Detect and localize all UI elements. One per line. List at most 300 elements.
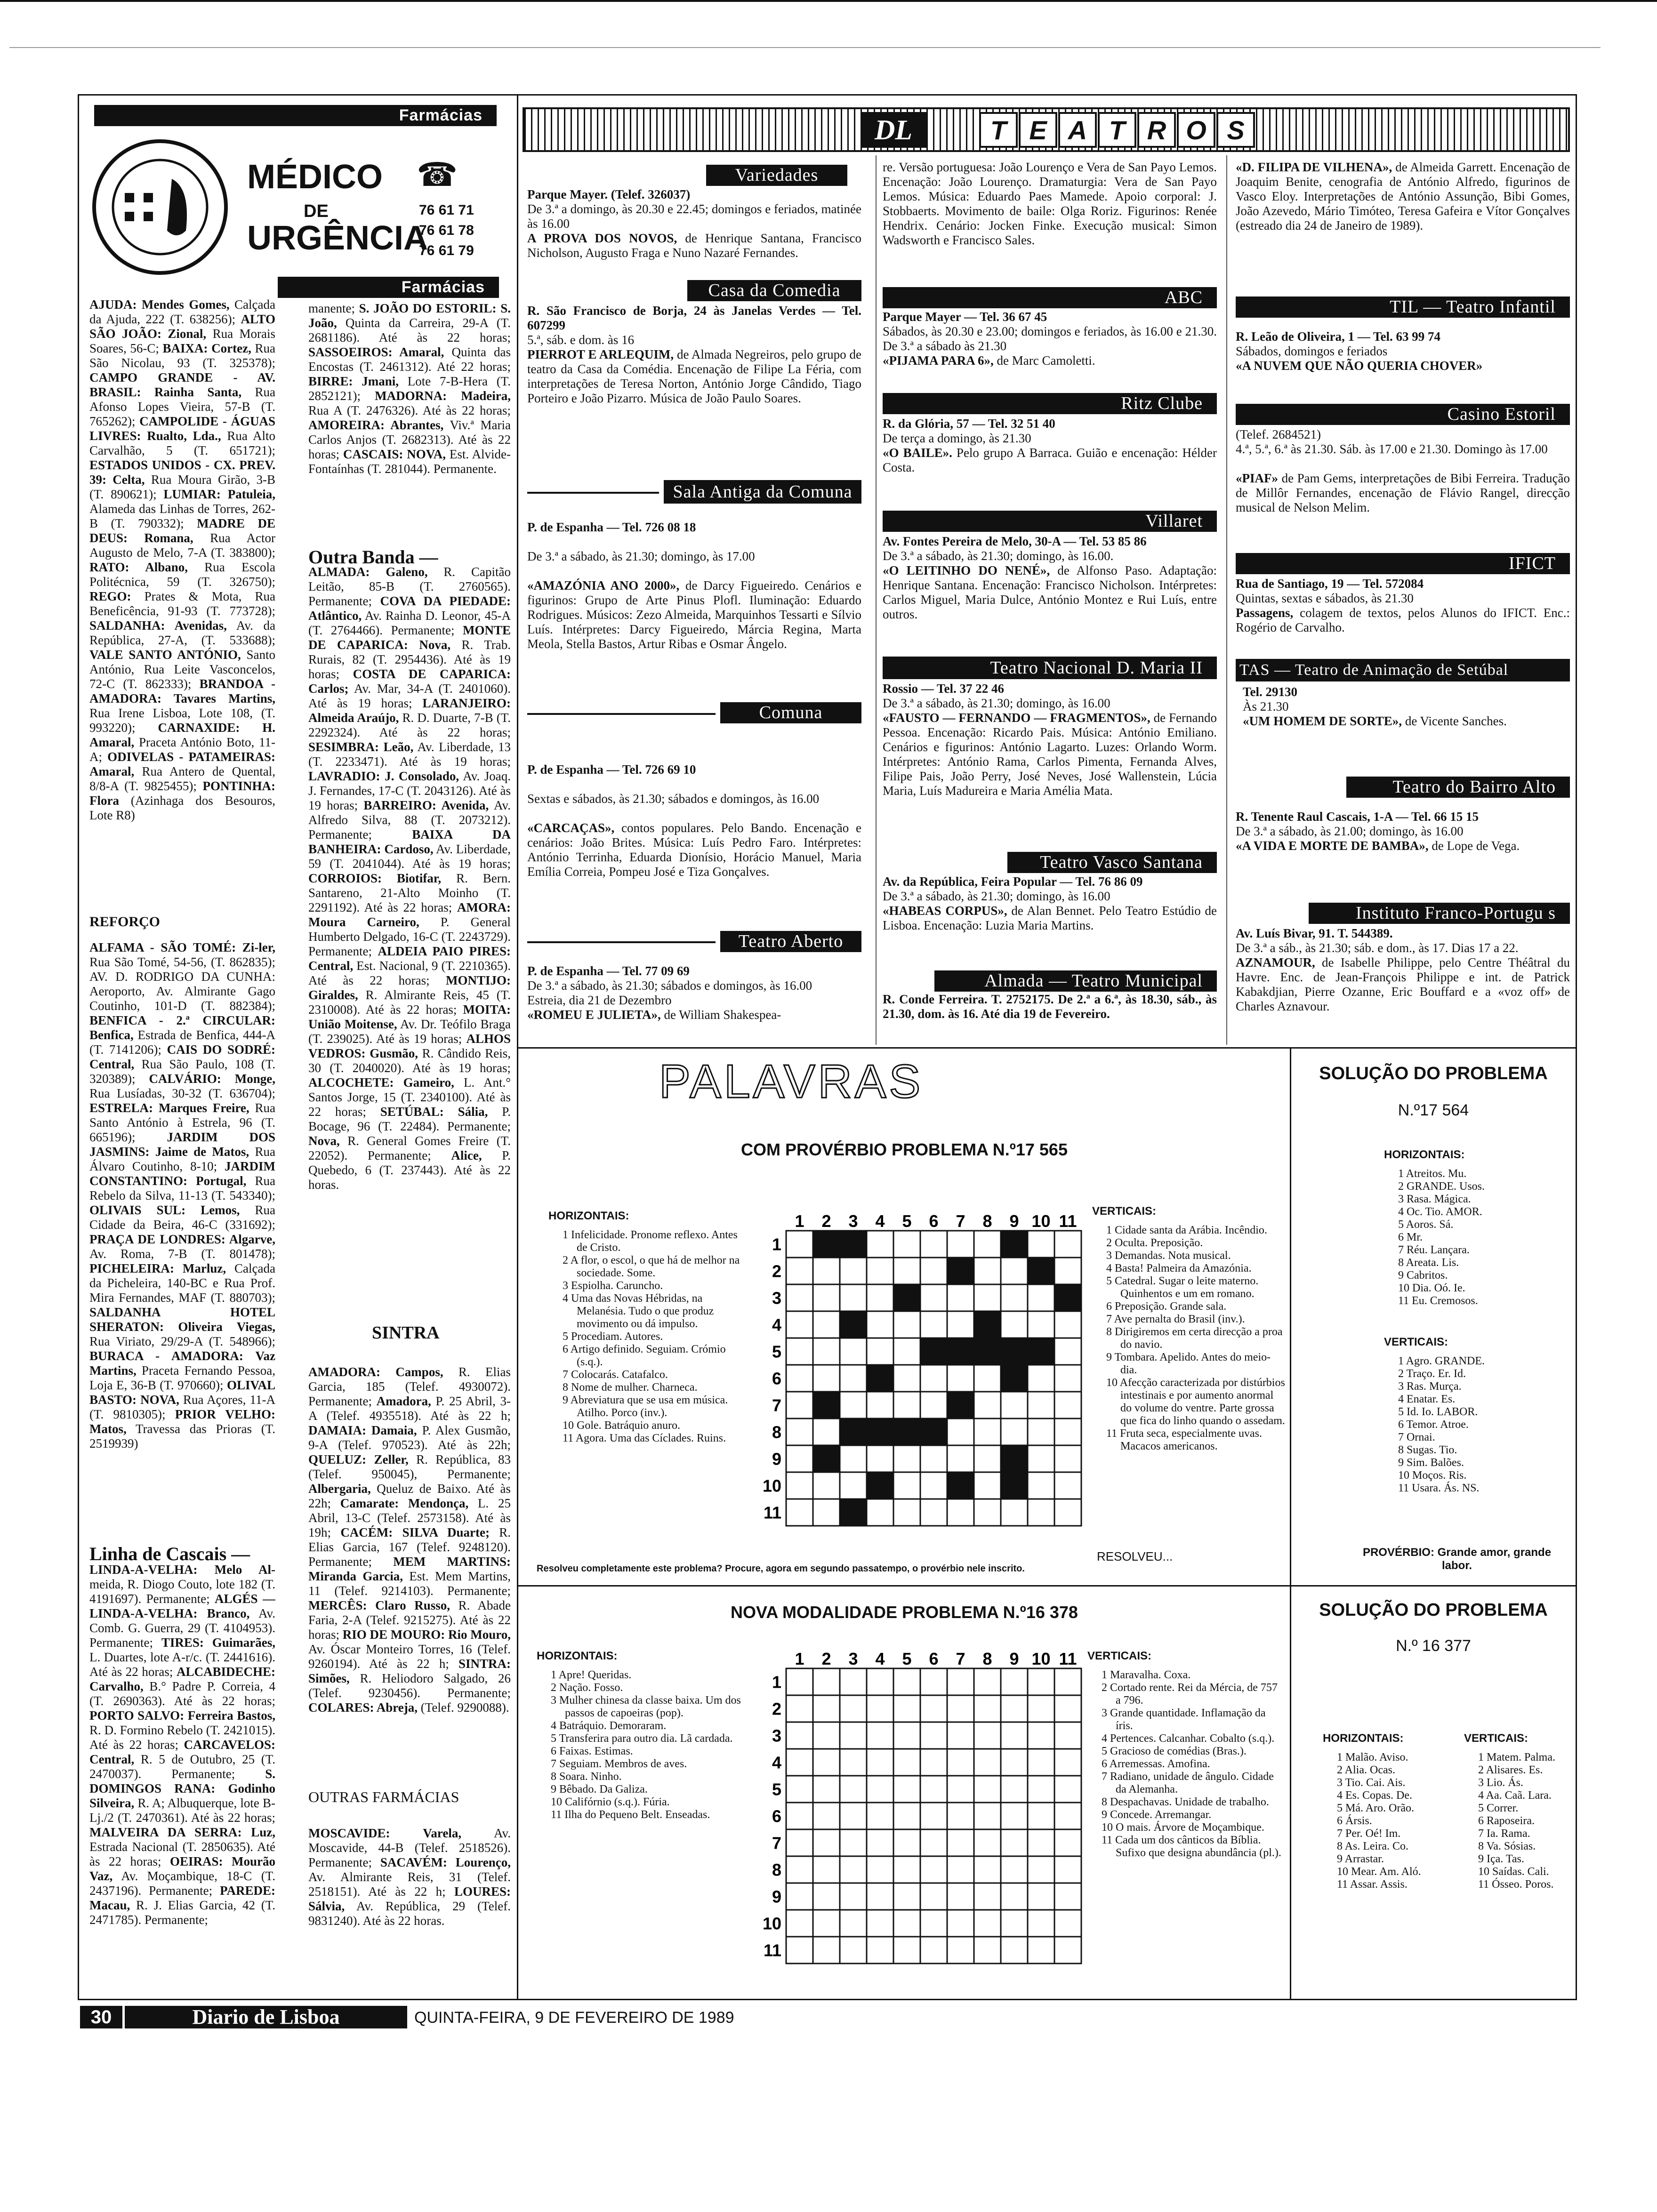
villaret-header: Villaret [883,511,1217,532]
grid-cell[interactable] [920,1937,947,1964]
clue-horizontal: 8 Nome de mulher. Charneca. [563,1381,698,1394]
grid-cell[interactable] [893,1311,920,1338]
grid-cell[interactable] [813,1776,840,1803]
grid-cell[interactable] [947,1231,974,1258]
grid-cell[interactable] [893,1883,920,1910]
grid-cell[interactable] [786,1472,813,1499]
solution1-title: SOLUÇÃO DO PROBLEMA [1319,1064,1548,1083]
grid-cell[interactable] [920,1311,947,1338]
grid-cell[interactable] [893,1499,920,1526]
grid-cell[interactable] [786,1284,813,1311]
grid-cell[interactable] [893,1937,920,1964]
grid-cell[interactable] [974,1668,1001,1695]
grid-column-number: 7 [956,1650,965,1668]
grid-cell[interactable] [1054,1829,1081,1856]
grid-cell[interactable] [974,1803,1001,1829]
infantil-header: TIL — Teatro Infantil [1236,297,1570,318]
grid-cell[interactable] [974,1365,1001,1392]
grid-cell[interactable] [893,1445,920,1472]
pharmacy-list-outra-banda: ALMADA: Galeno, R. Capitão Leitão, 85-B (T. 2760565). Permanente; COVA DA PIEDADE: Atlântico, Av. Rainha D. Leonor, 45-A (T. 2764466). Permanente; MONTE DE CAPARICA: Nova, R. Trab. Rurais, 82 (T. 2954436). Até às 19 horas; COSTA DE CAPARICA: Carlos; Av. Mar, 34-A (T. 2401060). Até às 19 horas; LARANJEIRO: Almeida Araújo, R. D. Duarte, 7-B (T. 2292324). Até às 22 horas; SESIMBRA: Leão, Av. Liberdade, 13 (T. 2233471). Até às 19 horas; LAVRADIO: J. Consolado, Av. Joaq. J. Fernandes, 17-C (T. 2043126). Até às 19 horas; BARREIRO: Avenida, Av. Alfredo Silva, 88 (T. 2073212). Permanente; BAIXA DA BANHEIRA: Cardoso, Av. Liberdade, 59 (T. 2041044). Até às 19 horas; CORROIOS: Biotifar, R. Bern. Santareno, 21-Alto Moinho (T. 2291192). Até às 22 horas; AMORA: Moura Carneiro, P. General Humberto Delgado, 16-C (T. 2243729). Permanente; ALDEIA PAIO PIRES: Central, Est. Nacional, 9 (T. 2210365). Até às 22 horas; MONTIJO: Giraldes, R. Almirante Reis, 45 (T. 2310008). Até às 22 horas; MOITA: União Moitense, Av. Dr. Teófilo Braga (T. 239025). Até às 19 horas; ALHOS VEDROS: Gusmão, R. Cândido Reis, 30 (T. 2040020). Até às 19 horas; ALCOCHETE: Gameiro, L. Ant.° Santos Jorge, 15 (T. 2340100). Até às 22 horas; SETÚBAL: Sália, P. Bocage, 96 (T. 22484). Permanente; Nova, R. General Gomes Freire (T. 22052). Permanente; Alice, P. Quebedo, 6 (T. 237443). Até às 22 horas. [308,565,511,1192]
ritz-listing: R. da Glória, 57 — Tel. 32 51 40 De terça a domingo, às 21.30 «O BAILE». Pelo grupo A Barraca. Guião e encenação: Hélder Costa. [883,417,1217,474]
grid-cell-black [947,1472,974,1499]
grid-cell[interactable] [947,1910,974,1937]
grid-cell[interactable] [867,1776,893,1803]
grid-cell[interactable] [893,1258,920,1284]
grid-cell[interactable] [813,1856,840,1883]
grid-cell[interactable] [1028,1284,1054,1311]
grid-cell-black [813,1445,840,1472]
crossword-grid-1[interactable] [758,1212,1083,1558]
grid-column-number: 5 [902,1650,912,1668]
grid-cell[interactable] [947,1445,974,1472]
grid-cell[interactable] [1028,1472,1054,1499]
grid-cell[interactable] [786,1803,813,1829]
grid-cell[interactable] [1028,1445,1054,1472]
grid-cell[interactable] [813,1829,840,1856]
grid-cell[interactable] [786,1311,813,1338]
grid-cell[interactable] [840,1284,867,1311]
solution-horizontal: 2 Alia. Ocas. [1337,1764,1395,1776]
solution-horizontal: 9 Cabritos. [1398,1269,1448,1282]
grid-cell[interactable] [1001,1776,1028,1803]
grid-cell[interactable] [920,1722,947,1749]
grid-cell[interactable] [1028,1695,1054,1722]
solution-vertical: 6 Temor. Atroe. [1398,1419,1469,1431]
solution2-horizontal: HORIZONTAIS: 1 Malão. Aviso. 2 Alia. Ocas. 3 Tio. Cai. Ais. 4 Es. Copas. De. 5 Má. Aro. Orão. 6 Ársis. 7 Per. Oé! Im. 8 As. Leira. Co. 9 Arrastar. 10 Mear. Am. Aló. 11 Assar. Assis. [1323,1732,1445,1944]
grid-cell[interactable] [840,1365,867,1392]
grid-cell[interactable] [920,1776,947,1803]
romeu-continued: re. Versão portuguesa: João Lourenço e Vera de San Payo Lemos. Encenação: João Lourenço. Dramaturgia: Vera de San Payo Lemos. Música: Eduardo Paes Mamede. Apoio corporal: J. Stobbaerts. Movimento de baile: Olga Roriz. Figurinos: Renée Hendrix. Cenário: Jocken Finke. Execução musical: Simon Wadsworth e Francisco Sales. [883,160,1217,247]
grid-cell[interactable] [867,1749,893,1776]
grid-cell[interactable] [840,1338,867,1365]
grid-cell[interactable] [840,1776,867,1803]
grid-cell[interactable] [786,1910,813,1937]
grid-cell[interactable] [840,1258,867,1284]
grid-cell[interactable] [786,1856,813,1883]
ritz-header: Ritz Clube [883,393,1217,414]
puzzle2-horizontal-clues: HORIZONTAIS: 1 Apre! Queridas. 2 Nação. Fosso. 3 Mulher chinesa da classe baixa. Um dos passos de capoeiras (pop). 4 Batráquio. Demoraram. 5 Transferira para outro dia. Lã cardada. 6 Faixas. Estimas. 7 Seguiam. Membros de aves. 8 Soara. Ninho. 9 Bêbado. Da Galiza. 10 Califórnio (s.q.). Fúria. 11 Ilha do Pequeno Belt. Enseadas. [537,1650,744,1988]
grid-cell[interactable] [893,1365,920,1392]
grid-cell[interactable] [974,1776,1001,1803]
grid-cell[interactable] [786,1338,813,1365]
clue-vertical: 4 Pertences. Calcanhar. Cobalto (s.q.). [1102,1732,1275,1745]
grid-cell[interactable] [974,1722,1001,1749]
solution-horizontal: 5 Aoros. Sá. [1398,1218,1454,1231]
grid-cell[interactable] [974,1392,1001,1419]
grid-cell[interactable] [1028,1883,1054,1910]
solution-vertical: 2 Traço. Er. Id. [1398,1368,1466,1380]
grid-cell[interactable] [1054,1749,1081,1776]
solution-vertical: 5 Correr. [1478,1802,1519,1814]
reforco-heading: REFORÇO [89,914,160,930]
grid-cell[interactable] [813,1419,840,1445]
grid-cell[interactable] [1054,1856,1081,1883]
grid-cell[interactable] [813,1749,840,1776]
grid-cell[interactable] [974,1856,1001,1883]
grid-cell[interactable] [920,1472,947,1499]
grid-column-number: 5 [902,1212,912,1231]
grid-cell[interactable] [1054,1937,1081,1964]
grid-cell[interactable] [947,1856,974,1883]
grid-cell[interactable] [920,1445,947,1472]
grid-cell[interactable] [840,1392,867,1419]
grid-cell[interactable] [867,1258,893,1284]
grid-cell[interactable] [947,1668,974,1695]
grid-column-number: 11 [1059,1650,1077,1668]
grid-cell[interactable] [1054,1311,1081,1338]
grid-cell[interactable] [840,1722,867,1749]
grid-cell[interactable] [1054,1668,1081,1695]
grid-cell[interactable] [974,1419,1001,1445]
solution-vertical: 1 Matem. Palma. [1478,1751,1555,1763]
grid-cell[interactable] [1028,1856,1054,1883]
grid-cell[interactable] [1028,1365,1054,1392]
grid-cell[interactable] [840,1695,867,1722]
pharmacy-list-cascais: LINDA-A-VELHA: Melo Al- meida, R. Diogo Couto, lote 182 (T. 4191697). Permanente; ALGÉS — LINDA-A-VELHA: Branco, Av. Comb. G. Guerra, 29 (T. 4104953). Permanente; TIRES: Guimarães, L. Duartes, lote A-r/c. (T. 2441616). Até às 22 horas; ALCABIDECHE: Carvalho, B.° Padre P. Correia, 4 (T. 2690363). Até às 22 horas; PORTO SALVO: Ferreira Bastos, R. D. Formino Rebelo (T. 2421015). Até às 22 horas; CARCAVELOS: Central, R. 5 de Outubro, 25 (T. 2470037). Permanente; S. DOMINGOS RANA: Godinho Silveira, R. A; Albuquerque, lote B-Lj./2 (T. 2470361). Até às 22 horas; MALVEIRA DA SERRA: Luz, Estrada Nacional (T. 2850635). Até às 22 horas; OEIRAS: Mourão Vaz, Av. Moçambique, 18-C (T. 2437196). Permanente; PAREDE: Macau, R. J. Elias Garcia, 42 (T. 2471785). Permanente; [89,1563,275,1927]
grid-cell[interactable] [1001,1311,1028,1338]
grid-cell[interactable] [1001,1284,1028,1311]
infantil-listing: R. Leão de Oliveira, 1 — Tel. 63 99 74 Sábados, domingos e feriados «A NUVEM QUE NÃO QUERIA CHOVER» [1236,329,1483,373]
solution-horizontal: 8 Areata. Lis. [1398,1257,1459,1269]
grid-cell[interactable] [947,1937,974,1964]
grid-cell[interactable] [893,1695,920,1722]
grid-cell[interactable] [786,1445,813,1472]
grid-column-number: 1 [795,1650,804,1668]
solution-horizontal: 10 Dia. Oó. Ie. [1398,1282,1465,1294]
solution-vertical: 11 Usara. Ás. NS. [1398,1482,1480,1494]
grid-cell[interactable] [813,1695,840,1722]
grid-cell[interactable] [840,1856,867,1883]
solution-horizontal: 7 Réu. Lançara. [1398,1244,1470,1256]
solution-vertical: 4 Aa. Caã. Lara. [1478,1789,1552,1802]
grid-cell[interactable] [947,1365,974,1392]
grid-cell[interactable] [867,1722,893,1749]
grid-cell[interactable] [786,1668,813,1695]
grid-cell[interactable] [1001,1419,1028,1445]
grid-column-number: 10 [1031,1650,1051,1668]
grid-cell[interactable] [867,1803,893,1829]
grid-cell[interactable] [867,1311,893,1338]
pharmacy-list-estoril: manente; S. JOÃO DO ESTORIL: S. João, Quinta da Carreira, 29-A (T. 2681186). Até às 22 horas; SASSOEIROS: Amaral, Quinta das Encostas (T. 2461312). Até 22 horas; BIRRE: Jmani, Lote 7-B-Hera (T. 2852121); MADORNA: Madeira, Rua A (T. 2476326). Até às 22 horas; AMOREIRA: Abrantes, Viv.ª Maria Carlos Anjos (T. 2682313). Até às 22 horas; CASCAIS: NOVA, Est. Alvide-Fontaínhas (T. 281044). Permanente. [308,301,511,476]
grid-cell[interactable] [867,1856,893,1883]
grid-cell[interactable] [1028,1910,1054,1937]
grid-cell[interactable] [974,1499,1001,1526]
grid-cell[interactable] [947,1284,974,1311]
grid-cell[interactable] [813,1722,840,1749]
grid-cell[interactable] [867,1883,893,1910]
grid-cell[interactable] [813,1803,840,1829]
grid-cell[interactable] [893,1776,920,1803]
grid-cell[interactable] [920,1803,947,1829]
solution-vertical: 6 Raposeira. [1478,1815,1535,1827]
grid-row-number: 4 [772,1315,781,1335]
urgencia-box [87,132,511,282]
clue-vertical: 11 Fruta seca, especialmente uvas. Macacos americanos. [1106,1427,1262,1452]
grid-cell[interactable] [813,1258,840,1284]
grid-cell[interactable] [1001,1910,1028,1937]
grid-cell[interactable] [840,1445,867,1472]
grid-cell[interactable] [813,1883,840,1910]
grid-cell[interactable] [1001,1749,1028,1776]
almada-header: Almada — Teatro Municipal [934,970,1217,992]
clue-vertical: 5 Catedral. Sugar o leite materno. Quinhentos e um em romano. [1106,1275,1259,1300]
grid-cell[interactable] [1001,1392,1028,1419]
grid-cell[interactable] [1028,1668,1054,1695]
grid-row-number: 3 [772,1288,781,1308]
grid-row-number: 8 [772,1860,781,1880]
grid-cell[interactable] [840,1910,867,1937]
grid-cell[interactable] [920,1883,947,1910]
grid-cell[interactable] [893,1856,920,1883]
grid-cell[interactable] [840,1668,867,1695]
grid-cell[interactable] [920,1749,947,1776]
grid-cell[interactable] [893,1231,920,1258]
grid-cell[interactable] [1054,1910,1081,1937]
grid-cell[interactable] [1001,1722,1028,1749]
grid-cell[interactable] [786,1722,813,1749]
grid-cell[interactable] [1028,1803,1054,1829]
grid-row-number: 9 [772,1449,781,1469]
grid-cell[interactable] [1028,1749,1054,1776]
puzzle2-vertical-clues: VERTICAIS: 1 Maravalha. Coxa. 2 Cortado rente. Rei da Mércia, de 757 a 796. 3 Grande quantidade. Inflamação da íris. 4 Pertences. Calcanhar. Cobalto (s.q.). 5 Gracioso de comédias (Bras.). 6 Arremessas. Amofina. 7 Radiano, unidade de ângulo. Cidade da Alemanha. 8 Despachavas. Unidade de trabalho. 9 Concede. Arremangar. 10 O mais. Árvore de Moçambique. 11 Cada um dos cânticos da Bíblia. Sufixo que designa abundância (pl.). [1087,1650,1285,1998]
grid-cell[interactable] [920,1499,947,1526]
grid-cell[interactable] [786,1695,813,1722]
grid-cell[interactable] [813,1338,840,1365]
grid-cell[interactable] [920,1392,947,1419]
grid-cell[interactable] [974,1910,1001,1937]
solution-horizontal: 11 Eu. Cremosos. [1398,1295,1478,1307]
solution-vertical: 3 Lio. Ás. [1478,1777,1523,1789]
grid-cell[interactable] [867,1445,893,1472]
grid-cell[interactable] [786,1749,813,1776]
grid-cell[interactable] [947,1311,974,1338]
grid-row-number: 7 [772,1833,781,1853]
grid-row-number: 7 [772,1395,781,1415]
crossword-grid-2[interactable] [758,1650,1083,1996]
grid-cell[interactable] [893,1749,920,1776]
grid-cell[interactable] [1001,1695,1028,1722]
grid-cell[interactable] [786,1231,813,1258]
grid-cell[interactable] [867,1695,893,1722]
grid-cell[interactable] [840,1472,867,1499]
clue-horizontal: 11 Ilha do Pequeno Belt. Enseadas. [551,1809,710,1821]
grid-row-number: 1 [772,1234,781,1254]
grid-cell[interactable] [974,1472,1001,1499]
casa-comedia-listing: R. São Francisco de Borja, 24 às Janelas Verdes — Tel. 607299 5.ª, sáb. e dom. às 16 PIERROT E ARLEQUIM, de Almada Negreiros, pelo grupo de teatro da Casa da Comédia. Encenação de Filipe La Féria, com interpretações de Teresa Norton, António Jorge Cândido, Tiago Porteiro e João Pizarro. Música de João Paulo Soares. [527,304,861,405]
grid-cell[interactable] [920,1668,947,1695]
grid-cell[interactable] [893,1472,920,1499]
de-label: DE [304,201,329,221]
grid-cell[interactable] [1054,1231,1081,1258]
grid-cell[interactable] [893,1803,920,1829]
grid-cell[interactable] [947,1803,974,1829]
grid-cell[interactable] [893,1338,920,1365]
grid-cell[interactable] [1028,1419,1054,1445]
grid-cell[interactable] [786,1937,813,1964]
grid-cell[interactable] [974,1695,1001,1722]
grid-cell[interactable] [974,1749,1001,1776]
solution-vertical: 5 Id. Io. LABOR. [1398,1406,1478,1418]
grid-cell-black [813,1392,840,1419]
grid-cell[interactable] [1028,1231,1054,1258]
grid-cell[interactable] [786,1829,813,1856]
grid-cell[interactable] [920,1284,947,1311]
grid-cell[interactable] [974,1829,1001,1856]
grid-column-number: 6 [929,1650,939,1668]
grid-cell[interactable] [840,1829,867,1856]
dmaria-listing: Rossio — Tel. 37 22 46 De 3.ª a sábado, às 21.30; domingo, às 16.00 «FAUSTO — FERNANDO — FRAGMENTOS», de Fernando Pessoa. Encenação: Ricardo Pais. Música: António Emiliano. Cenários e figurinos: António Lagarto. Luzes: Orlando Worm. Intérpretes: António Rama, Carlos Pimenta, Fernanda Alves, Filipe Pais, João Perry, José Neves, José Wallenstein, Lúcia Maria, Luís Madureira e Maria Amélia Mata. [883,681,1217,798]
grid-cell[interactable] [893,1668,920,1695]
grid-cell-black [893,1419,920,1445]
grid-cell[interactable] [947,1695,974,1722]
grid-cell[interactable] [893,1392,920,1419]
grid-cell[interactable] [1054,1338,1081,1365]
grid-cell[interactable] [974,1937,1001,1964]
grid-cell-black [947,1392,974,1419]
grid-cell[interactable] [1001,1883,1028,1910]
clue-vertical: 3 Grande quantidade. Inflamação da íris. [1102,1707,1266,1732]
grid-cell[interactable] [1001,1258,1028,1284]
grid-column-number: 8 [982,1212,992,1231]
grid-cell[interactable] [1054,1776,1081,1803]
grid-cell[interactable] [920,1231,947,1258]
grid-cell[interactable] [867,1231,893,1258]
grid-cell[interactable] [1054,1258,1081,1284]
teatros-letter: T [979,112,1018,148]
grid-cell[interactable] [1001,1668,1028,1695]
grid-cell-black [974,1311,1001,1338]
pharmacy-list-lisboa: AJUDA: Mendes Gomes, Calçada da Ajuda, 222 (T. 638256); ALTO SÃO JOÃO: Zional, Rua Morais Soares, 56-C; BAIXA: Cortez, Rua São Nicolau, 93 (T. 325378); CAMPO GRANDE - AV. BRASIL: Rainha Santa, Rua Afonso Lopes Vieira, 57-B (T. 765262); CAMPOLIDE - ÁGUAS LIVRES: Rualto, Lda., Rua Alto Carvalhão, 5 (T. 651721); ESTADOS UNIDOS - CX. PREV. 39: Celta, Rua Moura Girão, 3-B (T. 890621); LUMIAR: Patuleia, Alameda das Linhas de Torres, 262-B (T. 790332); MADRE DE DEUS: Romana, Rua Actor Augusto de Melo, 7-A (T. 383800); RATO: Albano, Rua Escola Politécnica, 59 (T. 326750); REGO: Prates & Mota, Rua Beneficência, 91-93 (T. 773728); SALDANHA: Avenidas, Av. da República, 27-A, (T. 533688); VALE SANTO ANTÓNIO, Santo António, Rua Leite Vasconcelos, 72-C (T. 862333); BRANDOA - AMADORA: Tavares Martins, Rua Irene Lisboa, Lote 108, (T. 993220); CARNAXIDE: H. Amaral, Praceta António Boto, 11-A; ODIVELAS - PATAMEIRAS: Amaral, Rua Antero de Quental, 8/8-A (T. 9825455); PONTINHA: Flora (Azinhaga dos Besouros, Lote R8) [89,297,275,822]
grid-cell[interactable] [1054,1499,1081,1526]
grid-cell[interactable] [786,1499,813,1526]
grid-cell[interactable] [813,1284,840,1311]
grid-cell[interactable] [867,1338,893,1365]
phone-icon: ☎ [417,157,458,193]
grid-cell[interactable] [947,1722,974,1749]
grid-cell[interactable] [840,1749,867,1776]
grid-cell[interactable] [840,1803,867,1829]
grid-cell[interactable] [1028,1722,1054,1749]
grid-cell[interactable] [947,1499,974,1526]
grid-cell[interactable] [1001,1937,1028,1964]
grid-cell[interactable] [947,1829,974,1856]
grid-cell[interactable] [786,1258,813,1284]
grid-cell[interactable] [786,1419,813,1445]
grid-cell-black [1001,1472,1028,1499]
grid-cell[interactable] [920,1258,947,1284]
grid-cell[interactable] [813,1472,840,1499]
solution1-horizontal: HORIZONTAIS: 1 Atreitos. Mu. 2 GRANDE. Usos. 3 Rasa. Mágica. 4 Oc. Tio. AMOR. 5 Aoros. Sá. 6 Mr. 7 Réu. Lançara. 8 Areata. Lis. 9 Cabritos. 10 Dia. Oó. Ie. 11 Eu. Cremosos. [1384,1148,1572,1346]
solution-horizontal: 4 Oc. Tio. AMOR. [1398,1206,1482,1218]
grid-cell[interactable] [1054,1695,1081,1722]
grid-cell[interactable] [893,1722,920,1749]
grid-cell[interactable] [1028,1829,1054,1856]
dmaria-header: Teatro Nacional D. Maria II [883,657,1217,679]
franco-listing: Av. Luís Bivar, 91. T. 544389. De 3.ª a sáb., às 21.30; sáb. e dom., às 17. Dias 17 a 22. AZNAMOUR, de Isabelle Philippe, pelo Centre Théâtral du Havre. Enc. de Jean-François Philippe e int. de Patrick Kabakdjian, Pierre Ozanne, Eric Bouffard e a «voz off» de Charles Aznavour. [1236,926,1570,1013]
resolveu-label: RESOLVEU... [1097,1549,1173,1563]
grid-cell[interactable] [813,1499,840,1526]
grid-cell[interactable] [867,1829,893,1856]
teatro-aberto-header: Teatro Aberto [720,931,861,952]
grid-cell[interactable] [867,1499,893,1526]
grid-cell[interactable] [867,1910,893,1937]
grid-cell[interactable] [867,1392,893,1419]
grid-cell[interactable] [867,1668,893,1695]
clue-vertical: 3 Demandas. Nota musical. [1106,1250,1231,1262]
grid-cell[interactable] [947,1419,974,1445]
grid-cell[interactable] [974,1445,1001,1472]
grid-cell[interactable] [1001,1803,1028,1829]
grid-cell[interactable] [947,1749,974,1776]
grid-cell[interactable] [786,1776,813,1803]
grid-cell[interactable] [1028,1392,1054,1419]
pharmacy-list-sintra: AMADORA: Campos, R. Elias Garcia, 185 (Telef. 4930072). Permanente; Amadora, P. 25 Abril, 3-A (Telef. 4935518). Até às 22 h; DAMAIA: Damaia, P. Alex Gusmão, 9-A (Telef. 970523). Até às 22h; QUELUZ: Zeller, R. República, 83 (Telef. 950045), Permanente; Albergaria, Queluz de Baixo. Até às 22h; Camarate: Mendonça, L. 25 Abril, 13-C (Telef. 2573158). Até às 19h; CACÉM: SILVA Duarte; R. Elias Garcia, 167 (Telef. 9248120). Permanente; MEM MARTINS: Miranda Garcia, Est. Mem Martins, 11 (Telef. 9214103). Permanente; MERCÊS: Claro Russo, R. Abade Faria, 2-A (Telef. 9215275). Até às 22 horas; RIO DE MOURO: Rio Mouro, Av. Óscar Monteiro Torres, 16 (Telef. 9260194). Até às 22 h; SINTRA: Simões, R. Heliodoro Salgado, 26 (Telef. 9230456). Permanente; COLARES: Abreja, (Telef. 9290088). [308,1365,511,1715]
grid-cell[interactable] [813,1937,840,1964]
teatro-aberto-listing: P. de Espanha — Tel. 77 09 69 De 3.ª a sábado, às 21.30; sábados e domingos, às 16.00 Estreia, dia 21 de Dezembro «ROMEU E JULIETA», de William Shakespea- [527,964,812,1022]
grid-cell[interactable] [867,1284,893,1311]
grid-cell[interactable] [1054,1803,1081,1829]
grid-cell[interactable] [1001,1856,1028,1883]
grid-cell[interactable] [974,1284,1001,1311]
grid-cell[interactable] [1028,1311,1054,1338]
grid-cell[interactable] [786,1365,813,1392]
grid-cell[interactable] [1054,1419,1081,1445]
grid-cell[interactable] [920,1829,947,1856]
grid-cell[interactable] [813,1668,840,1695]
solution1-number: N.º17 564 [1398,1101,1469,1119]
grid-cell[interactable] [920,1365,947,1392]
grid-cell[interactable] [1054,1883,1081,1910]
grid-cell[interactable] [1054,1392,1081,1419]
grid-cell[interactable] [1054,1365,1081,1392]
solution-horizontal: 2 GRANDE. Usos. [1398,1180,1485,1193]
grid-cell[interactable] [813,1311,840,1338]
grid-cell-black [840,1311,867,1338]
puzzle1-title: COM PROVÉRBIO PROBLEMA N.º17 565 [741,1140,1068,1159]
grid-cell[interactable] [840,1937,867,1964]
grid-cell[interactable] [974,1883,1001,1910]
grid-cell[interactable] [974,1258,1001,1284]
grid-cell[interactable] [947,1883,974,1910]
grid-cell[interactable] [920,1910,947,1937]
vasco-santana-listing: Av. da República, Feira Popular — Tel. 76 86 09 De 3.ª a sábado, às 21.30; domingo, às 16.00 «HABEAS CORPUS», de Alan Bennet. Pelo Teatro Estúdio de Lisboa. Encenação: Luzia Maria Martins. [883,874,1217,932]
grid-cell[interactable] [1028,1499,1054,1526]
grid-cell[interactable] [893,1910,920,1937]
grid-cell[interactable] [947,1776,974,1803]
grid-cell[interactable] [974,1231,1001,1258]
grid-cell[interactable] [920,1856,947,1883]
abc-header: ABC [883,287,1217,308]
grid-cell[interactable] [1054,1722,1081,1749]
grid-cell[interactable] [920,1695,947,1722]
clue-horizontal: 11 Agora. Uma das Cíclades. Ruins. [563,1432,726,1444]
grid-cell[interactable] [1001,1829,1028,1856]
grid-cell[interactable] [893,1829,920,1856]
grid-cell[interactable] [813,1910,840,1937]
grid-cell[interactable] [786,1883,813,1910]
grid-cell[interactable] [813,1365,840,1392]
grid-cell[interactable] [1054,1445,1081,1472]
grid-cell[interactable] [1028,1937,1054,1964]
grid-cell[interactable] [786,1392,813,1419]
grid-cell[interactable] [867,1937,893,1964]
grid-cell-black [947,1338,974,1365]
grid-cell[interactable] [1054,1472,1081,1499]
grid-cell[interactable] [840,1883,867,1910]
grid-cell[interactable] [1001,1499,1028,1526]
grid-cell[interactable] [1028,1776,1054,1803]
teatros-letter: A [1058,112,1097,148]
